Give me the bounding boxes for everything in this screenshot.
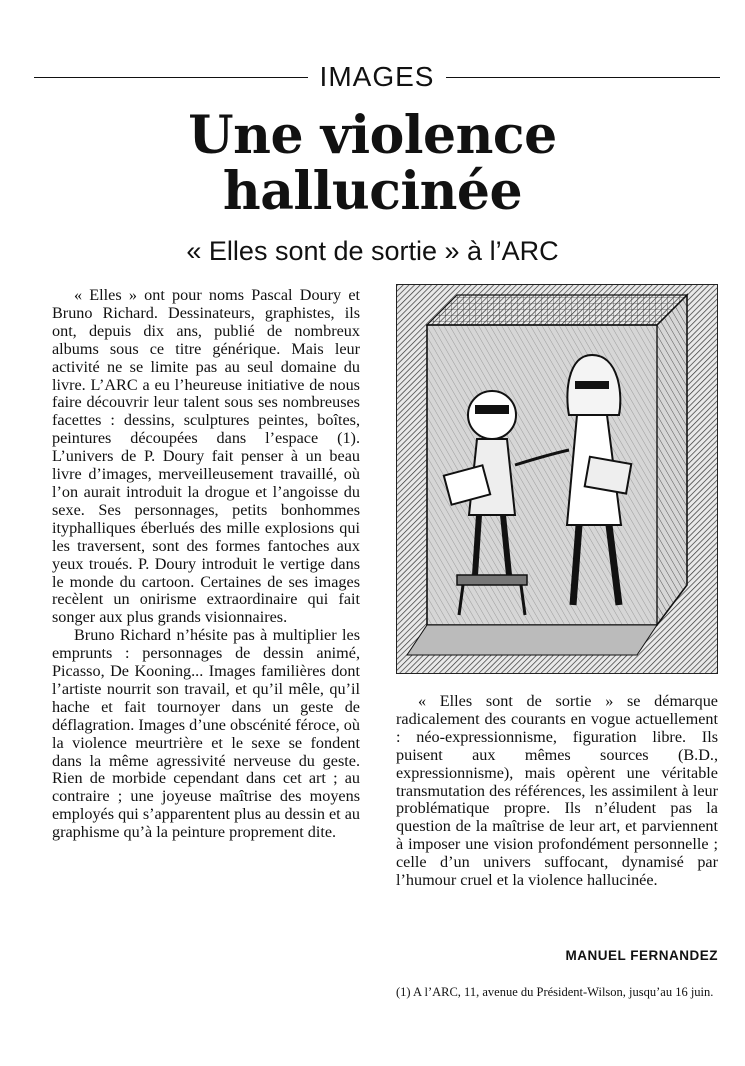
section-header [34,58,720,96]
article-paragraph: « Elles sont de sortie » se démarque radicalement des courants en vogue actuellement : néo-expressionnisme, figuration libre. Ils puisent aux mêmes sources (B.D., expressionnisme), mais opèrent une véritable transmutation des références, les assimilent à leur problématique propre. Ils n’éludent pas la question de la maîtrise de leur art, et parviennent à imposer une vision profondément personnelle ; celle d’un univers suffocant, dynamisé par l’humour cruel et la violence hallucinée. [396,692,718,890]
footnote: (1) A l’ARC, 11, avenue du Président-Wilson, jusqu’au 16 juin. [396,985,714,999]
headline-line-2: hallucinée [222,161,523,222]
headline-line-1: Une violence [188,105,557,166]
subheadline: « Elles sont de sortie » à l’ARC [186,236,559,266]
article-paragraph: « Elles » ont pour noms Pascal Doury et Bruno Richard. Dessinateurs, graphistes, ils ont, depuis dix ans, publié de nombreux albums sous ce titre générique. Mais leur activité ne se limite pas au seul domaine du livre. L’ARC a eu l’heureuse initiative de nous faire découvrir leur talent sous ses nombreuses facettes : dessins, sculptures peintes, boîtes, peintures découpées dans l’espace (1). L’univers de P. Doury fait penser à un beau livre d’images, merveilleusement travaillé, où l’on aurait introduit la drogue et l’angoisse du sexe. Ses personnages, petits bonhommes ityphalliques éberlués des mille explosions qui les traversent, sont des formes fantoches aux yeux troués. P. Doury introduit le vertige dans le monde du cartoon. Certaines de ses images recèlent un onirisme extraordinaire qui fait songer aux plus grands visionnaires. [52,286,360,627]
section-rule-right [446,77,720,78]
author-byline: MANUEL FERNANDEZ [565,948,718,963]
headline [0,105,745,222]
section-rule-left [34,77,308,78]
article-paragraph: Bruno Richard n’hésite pas à multiplier les emprunts : personnages de dessin animé, Picasso, De Kooning... Images familières dont l’artiste nourrit son travail, et qu’il mêle, qu’il hache et fait tournoyer dans un geste de déflagration. Images d’une obscénité féroce, où la violence meurtrière et le sexe se fondent dans la même agressivité nerveuse du geste. Rien de morbide cependant dans cet art ; au contraire ; une joyeuse maîtrise des moyens employés qui s’apparentent plus au dessin et au graphisme qu’à la peinture proprement dite. [52,626,360,842]
article-column-left [52,287,360,842]
article-column-right [396,693,718,890]
artwork-illustration [396,284,718,674]
section-label: IMAGES [319,61,435,92]
box-with-figures-drawing [397,285,717,673]
